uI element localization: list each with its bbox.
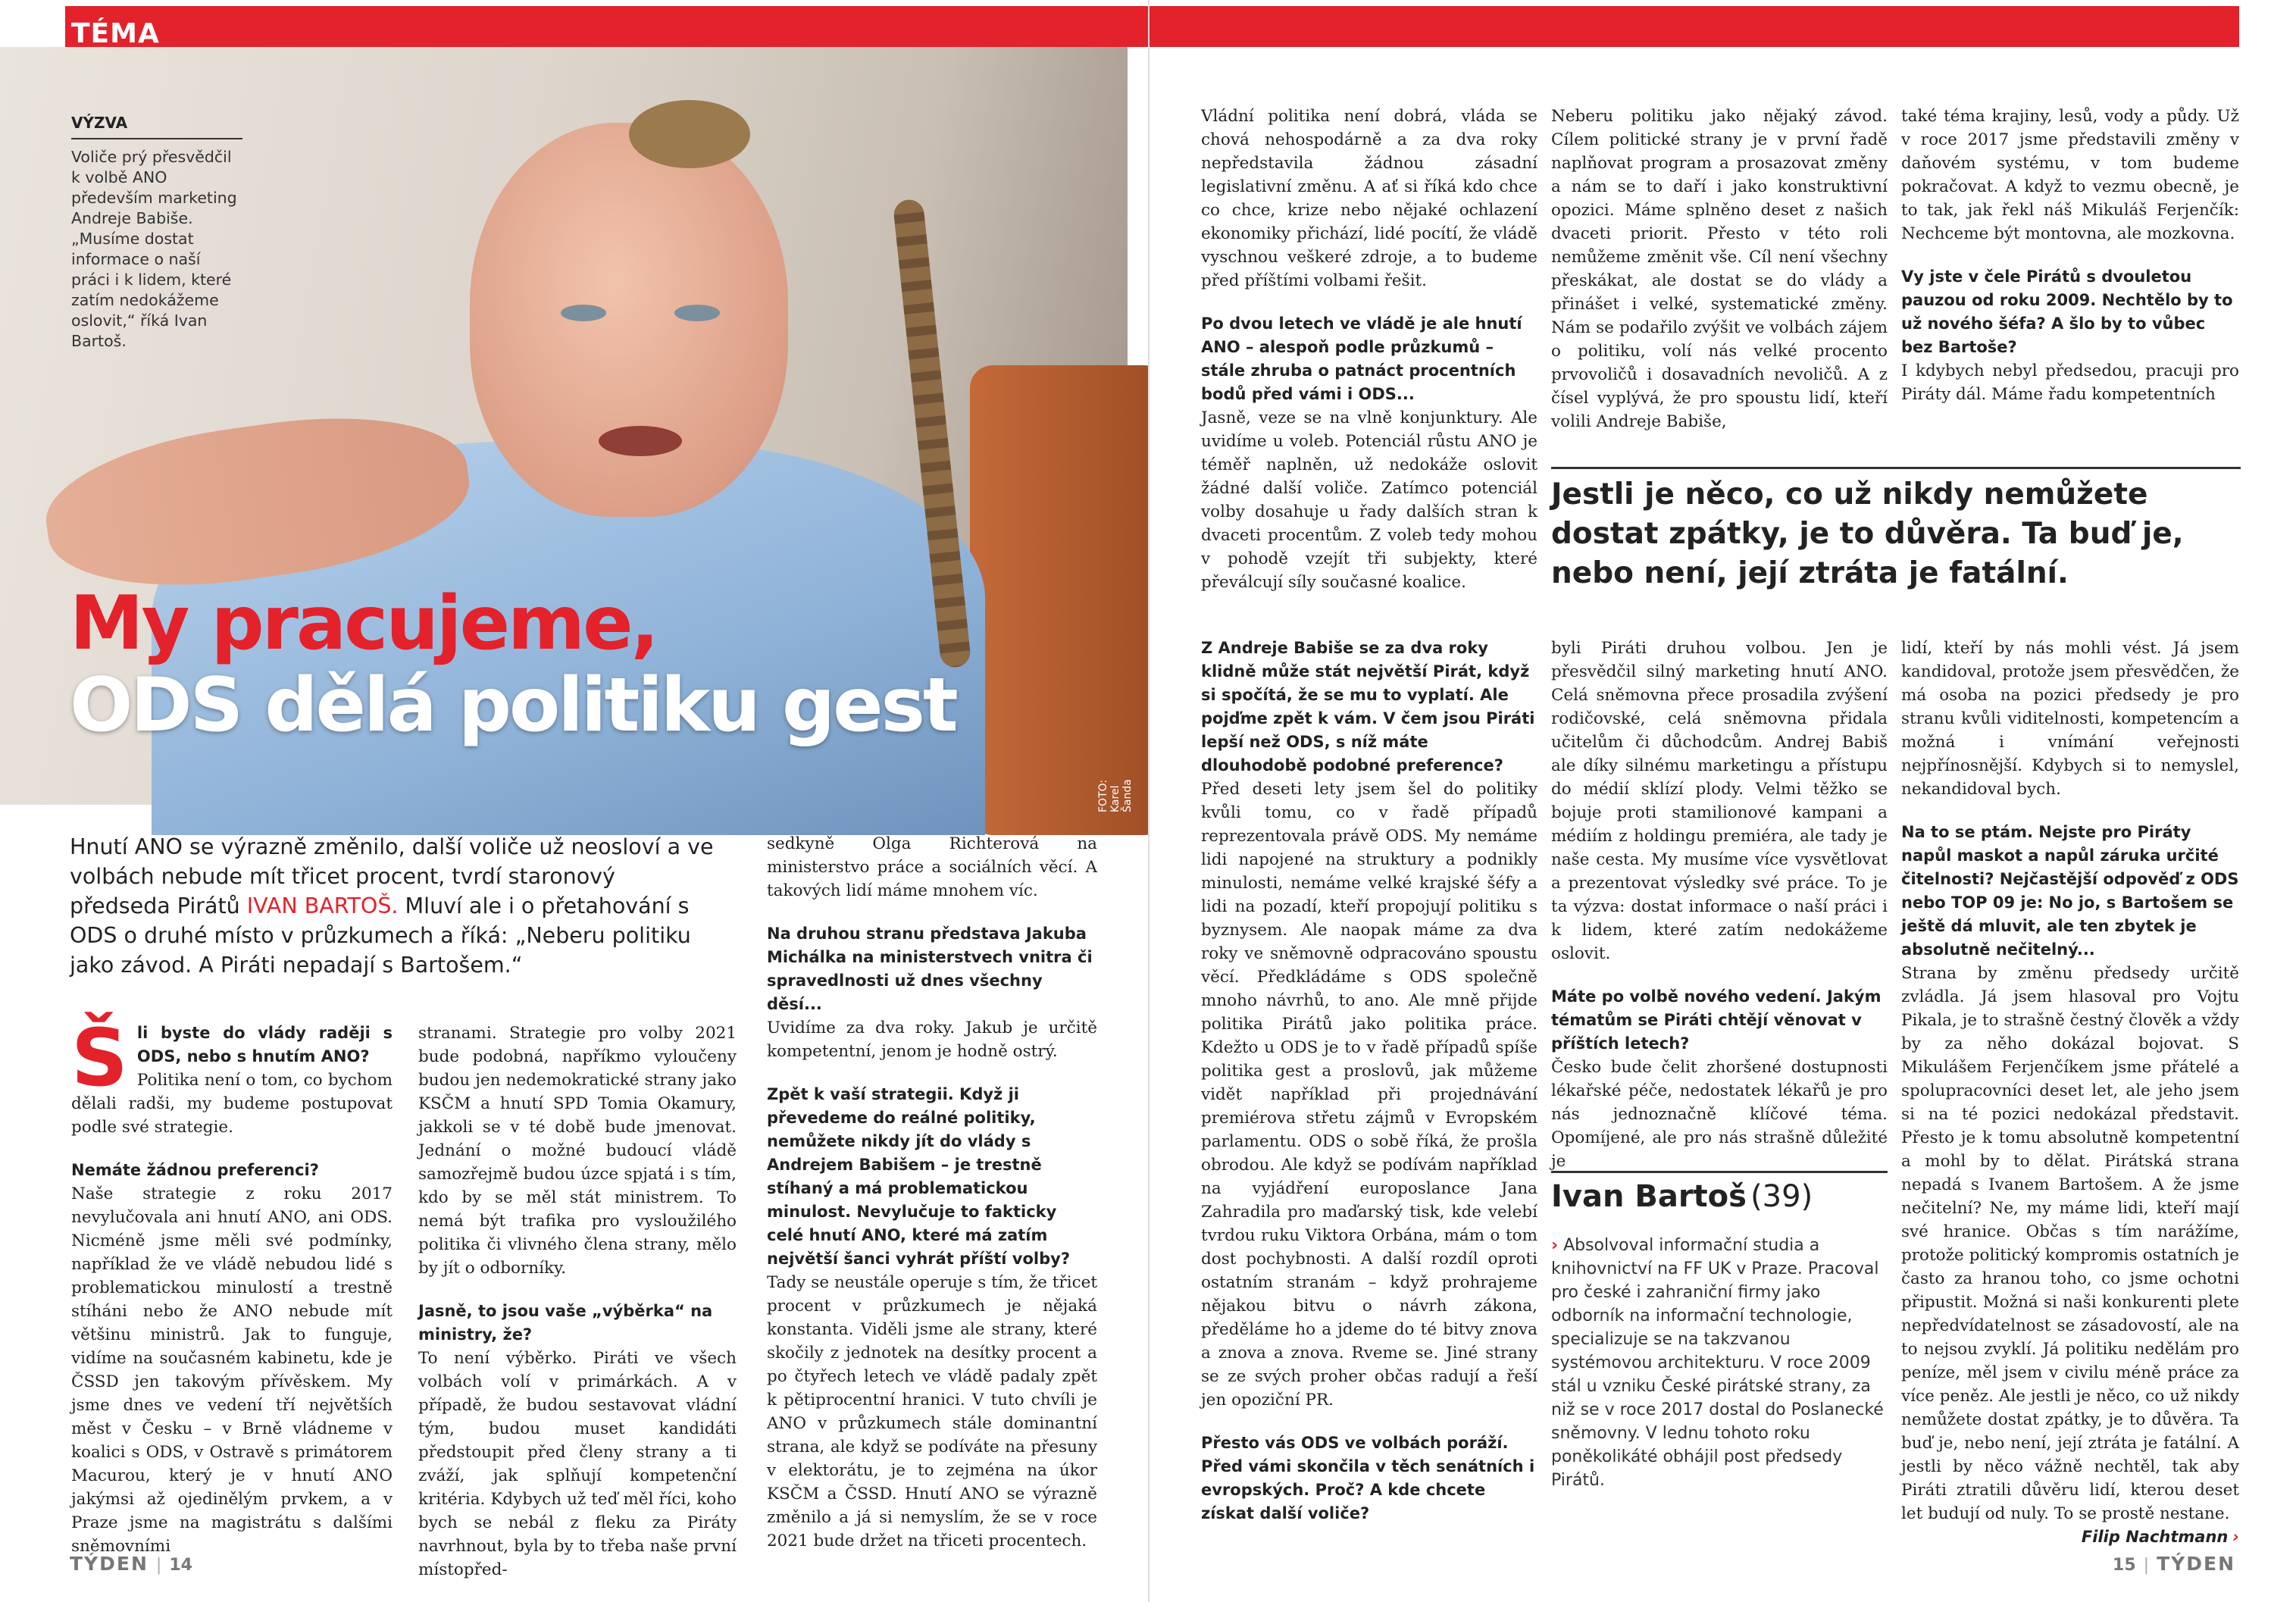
headline-line-2: ODS dělá politiku gest (70, 662, 956, 749)
footer-right: 15 | TÝDEN (2113, 1553, 2235, 1575)
answer: Česko bude čelit zhoršené dostupnosti lékařské péče, nedostatek lékařů je pro nás jednoznačně klíčové téma. Opomíjené, ale pro nás strašně důležité je (1551, 1058, 1888, 1171)
headline (70, 580, 956, 749)
right-page (1148, 0, 2296, 1602)
question: Nemáte žádnou preferenci? (71, 1161, 319, 1179)
answer: Tady se neustále operuje s tím, že třicet procent v průzkumech je nějaká konstanta. Viděli jsme ale strany, které skočily z jednotek na desítky procent a po čtyřech letech ve vládě padaly zpět k pětiprocentní hranici. V tuto chvíli je ANO v průzkumech stále dominantní strana, ale když se podíváte na přesuny v elektorátu, je to zejména na úkor KSČM a ČSSD. Hnutí ANO se výrazně změnilo a já si nemyslím, že se v roce 2021 bude držet na třiceti procentech. (767, 1273, 1097, 1550)
bio-heading (1551, 1179, 1888, 1214)
article-column-9 (1901, 637, 2239, 1549)
author-name: Filip Nachtmann (2081, 1528, 2229, 1546)
dropcap: Š (71, 1012, 128, 1104)
answer: také téma krajiny, lesů, vody a půdy. Už v roce 2017 jsme představili změny v daňovém systému, v tom budeme pokračovat. A když to vezmu obecně, je to tak, jak řekl náš Mikuláš Ferjenčík: Nechceme být montovna, ale mozkovna. (1901, 107, 2239, 243)
headline-line-1: My pracujeme, (70, 580, 657, 667)
answer: lidí, kteří by nás mohli vést. Já jsem kandidoval, protože jsem přesvědčen, že má osoba na pozici předsedy je pro stranu kvůli viditelnosti, kompetencím a možná i vnímání veřejnosti nejpřínosnější. Kdybych si to nemyslel, nekandidoval bych. (1901, 639, 2239, 799)
photo-mouth (599, 426, 682, 456)
bio-name: Ivan Bartoš (1551, 1179, 1747, 1214)
article-column-7 (1201, 637, 1537, 1525)
photo-eye-right (674, 305, 720, 321)
chevron-right-icon: › (2232, 1528, 2239, 1546)
answer: Naše strategie z roku 2017 nevylučovala ani hnutí ANO, ani ODS. Nicméně jsme měli své podmínky, například že ve vládě nebudou lidé s problematickou minulostí a trestně stíháni nebo že ANO nebude mít většinu ministrů. Jak to funguje, vidíme na současném kabinetu, kde je ČSSD jen takovým přívěskem. My jsme dnes ve vedení tří největších měst v Česku – v Brně vládneme v koalici s ODS, v Ostravě s primátorem Macurou, který je v hnutí ANO jakýmsi až ojedinělým prvkem, a v Praze jsme na magistrátu s dalšími sněmovními (71, 1184, 393, 1556)
lead-text-2: Mluví ale i o přetahování s ODS o druhé místo v průzkumech a říká: „Neberu politiku jako závod. A Piráti nepadají s Bartošem.“ (70, 893, 691, 978)
brand-logo: TÝDEN (2157, 1553, 2235, 1575)
question: Máte po volbě nového vedení. Jakým tématům se Piráti chtějí věnovat v příštích letech? (1551, 987, 1882, 1053)
answer: Uvidíme za dva roky. Jakub je určitě kompetentní, jenom je hodně ostrý. (767, 1018, 1097, 1061)
article-column-3 (767, 832, 1097, 1553)
question: Jasně, to jsou vaše „výběrka“ na ministry, že? (418, 1302, 713, 1344)
lead-paragraph (70, 832, 714, 980)
bio-text-block (1551, 1234, 1888, 1492)
answer: byli Piráti druhou volbou. Jen je přesvědčil silný marketing hnutí ANO. Celá sněmovna přece prosadila zvýšení rodičovské, celá sněmovna přidala učitelům či důchodcům. Andrej Babiš ale díky silnému marketingu a přístupu do médií sklízí plody. Velmi těžko se bojuje proti stamilionové kampani a médiím z holdingu premiéra, ale tady je naše cesta. My musíme více vysvětlovat a prezentovat výsledky své práce. To je ta výzva: dostat informace o naší práci i k lidem, které zatím nedokážeme oslovit. (1551, 639, 1888, 963)
section-bar (1150, 6, 2239, 47)
answer: stranami. Strategie pro volby 2021 bude podobná, napříkmo vyloučeny budou jen nedemokratické strany jako KSČM a hnutí SPD Tomia Okamury, jakkoli se v té době bude jmenovat. Jednání o možné budoucí vládě samozřejmě budou úzce spjatá i s tím, kdo by se měl stát ministrem. To nemá být trafika pro vysloužilého politika či vlivného člena strany, mělo by jít o odborníky. (418, 1024, 737, 1278)
photo-hair (629, 100, 750, 168)
answer: Vládní politika není dobrá, vláda se chová nehospodárně a za dva roky nepředstavila žádnou zásadní legislativní změnu. A ať si říká kdo chce co chce, krize nebo nějaké ochlazení ekonomiky přichází, lidé pocítí, že vládě vyschnou veškeré zdroje, a to budeme před příštími volbami řešit. (1201, 107, 1537, 290)
photo-credit: FOTO: Karel Šanda (1097, 779, 1134, 812)
article-column-1 (71, 1012, 393, 1558)
answer: Politika není o tom, co bychom dělali radši, my budeme postupovat podle své strategie. (71, 1071, 393, 1137)
article-column-5 (1551, 105, 1888, 433)
footer-left: TÝDEN | 14 (70, 1553, 192, 1575)
question: Na druhou stranu představa Jakuba Michálka na ministerstvech vnitra či spravedlnosti už dnes všechny děsí... (767, 925, 1093, 1013)
question: Po dvou letech ve vládě je ale hnutí ANO – alespoň podle průzkumů – stále zhruba o patnáct procentních bodů před vámi i ODS... (1201, 314, 1522, 403)
lead-name: IVAN BARTOŠ. (246, 893, 399, 918)
question: Zpět k vaší strategii. Když ji převedeme do reálné politiky, nemůžete nikdy jít do vlády s Andrejem Babišem – je trestně stíhaný a má problematickou minulost. Nevylučuje to fakticky celé hnutí ANO, které má zatím největší šanci vyhrát příští volby? (767, 1085, 1071, 1268)
answer: To není výběrko. Piráti ve všech volbách volí v primárkách. A v případě, že budou sestavovat vládní tým, budou muset kandidáti předstoupit před členy strany a ti zváží, jak splňují kompetenční kritéria. Kdybych už teď měl říci, koho bych se nebál z fleku za Piráty navrhnout, byla by to třeba naše první místopřed- (418, 1349, 737, 1579)
article-column-4 (1201, 105, 1537, 594)
question: li byste do vlády raději s ODS, nebo s hnutím ANO? (136, 1024, 393, 1065)
lead-text-1: Hnutí ANO se výrazně změnilo, další voliče už neosloví a ve volbách nebude mít třicet procent, tvrdí staronový předseda Pirátů (70, 834, 714, 918)
answer: sedkyně Olga Richterová na ministerstvo práce a sociálních věcí. A takových lidí máme mnohem víc. (767, 834, 1097, 900)
answer-text: Strana by změnu předsedy určitě zvládla. Já jsem hlasoval pro Vojtu Pikala, je to strašně čestný člověk a vždy by za něho dokázal bojovat. S Mikulášem Ferjenčíkem jsme přátelé a spolupracovníci deset let, ale jeho jsem si na té pozici nedokázal představit. Přesto je k tomu absolutně kompetentní a mohl by to dělat. Pirátská strana nepadá s Ivanem Bartošem. A že jsme nečitelní? Ne, my máme lidi, kteří mají své hranice. Občas s tím narážíme, protože politický kompromis ostatních je často za hranou toho, co jsme ochotni připustit. Možná si naši konkurenti plete nepředvídatelnost se zásadovostí, ale na to nejsou zvyklí. Já politiku nedělám pro peníze, měl jsem v civilu méně práce za více peněz. Ale jestli je něco, co už nikdy nemůžete dostat zpátky, je to důvěra. Ta buď je, nebo není, její ztráta je fatální. A jestli by něco vážně nechtěl, tak aby Piráti ztratili důvěru lidí, kterou deset let budují od nuly. To se prostě nestane. (1901, 964, 2239, 1523)
chevron-right-icon: › (1551, 1236, 1559, 1255)
answer: Neberu politiku jako nějaký závod. Cílem politické strany je v první řadě naplňovat program a prosazovat změny a nám se to daří i jako konstruktivní opozici. Máme splněno deset z našich dvaceti priorit. Přesto v této roli nemůžeme změnit vše. Cíl není všechny přeskákat, ale dostat se do vlády a přinášet i velké, systematické změny. Nám se podařilo zvýšit ve volbách zájem o politiku, volí nás velké procento prvovoličů i dosavadních nevoličů. A z čísel vyplývá, že pro spoustu lidí, kteří volili Andreje Babiše, (1551, 107, 1888, 431)
section-label: TÉMA (71, 18, 160, 49)
page-number: 14 (169, 1556, 192, 1575)
challenge-text: Voliče prý přesvědčil k volbě ANO především marketing Andreje Babiše. „Musíme dostat informace o naší práci i k lidem, které zatím nedokážeme oslovit,“ říká Ivan Bartoš. (71, 148, 237, 350)
challenge-box (71, 114, 242, 352)
article-column-6 (1901, 105, 2239, 406)
photo-head (470, 123, 788, 517)
answer: I kdybych nebyl předsedou, pracuji pro Piráty dál. Máme řadu kompetentních (1901, 361, 2239, 404)
answer: Před deseti lety jsem šel do politiky kvůli tomu, co v řadě případů reprezentovala právě ODS. My nemáme lidi napojené na struktury a podnikly minulosti, nemáme velké krajské šéfy a lidi na pozadí, kteří propojují politiku s byznysem. Ale naopak máme za dva roky ve sněmovně odpracováno spoustu věcí. Předkládáme s ODS společně mnoho návrhů, to ano. Ale mně přijde politika Pirátů jako politika práce. Kdežto u ODS je to v řadě případů spíše politika gest a proslovů, jak můžeme vidět například při projednávání premiérova střetu zájmů v Evropském parlamentu. ODS o sobě říká, že prošla obrodou. Ale když se podívám například na vyjádření europoslance Jana Zahradila pro maďarský tisk, kde velebí tvrdou ruku Viktora Orbána, mám o tom dost pochybnosti. A další rozdíl oproti ostatním stranám – když prohrajeme nějakou bitvu o návrh zákona, předěláme ho a jdeme do té bitvy znova a znova a znova. Rveme se. Jiné strany se ze svých proher občas radují a řeší jen opoziční PR. (1201, 780, 1537, 1410)
question: Vy jste v čele Pirátů s dvouletou pauzou od roku 2009. Nechtělo by to už nového šéfa? A šlo by to vůbec bez Bartoše? (1901, 268, 2233, 356)
photo-eye-left (561, 305, 606, 321)
pull-quote: Jestli je něco, co už nikdy nemůžete dostat zpátky, je to důvěra. Ta buď je, nebo není, její ztráta je fatální. (1551, 467, 2241, 593)
page-number: 15 (2113, 1556, 2136, 1575)
question: Z Andreje Babiše se za dva roky klidně může stát největší Pirát, když si spočítá, že se mu to vyplatí. Ale pojďme zpět k vám. V čem jsou Piráti lepší než ODS, s níž máte dlouhodobě podobné preference? (1201, 639, 1535, 774)
section-bar (65, 6, 1148, 47)
article-column-8 (1551, 637, 1888, 1173)
bio-age: (39) (1750, 1179, 1813, 1214)
challenge-label: VÝZVA (71, 114, 242, 139)
bio-box (1551, 1171, 1888, 1492)
photo-chair (970, 365, 1167, 835)
answer (1901, 962, 2239, 1546)
author-byline (2082, 1525, 2239, 1549)
question: Přesto vás ODS ve volbách poráží. Před vámi skončila v těch senátních i evropských. Proč? A kde chcete získat další voliče? (1201, 1434, 1535, 1522)
bio-text: Absolvoval informační studia a knihovnictví na FF UK v Praze. Pracoval pro české i zahraniční firmy jako odborník na informační technologie, specializuje se na takzvanou systémovou architekturu. V roce 2009 stál u vzniku České pirátské strany, za niž se v roce 2017 dostal do Poslanecké sněmovny. V lednu tohoto roku poněkolikáté obhájil post předsedy Pirátů. (1551, 1236, 1884, 1490)
answer: Jasně, veze se na vlně konjunktury. Ale uvidíme u voleb. Potenciál růstu ANO je téměř naplněn, už nedokáže oslovit žádné další voliče. Zatímco potenciál volby dosahuje u řady dalších stran k dvaceti procentům. Z voleb tedy mohou v pohodě vzejít tři subjekty, které převálcují síly současné koalice. (1201, 408, 1537, 592)
brand-logo: TÝDEN (70, 1553, 149, 1575)
article-column-2 (418, 1022, 737, 1582)
question: Na to se ptám. Nejste pro Piráty napůl maskot a napůl záruka určité čitelnosti? Nejčastější odpověď z ODS nebo TOP 09 je: No jo, s Bartošem se ještě dá mluvit, ale ten zbytek je absolutně nečitelný... (1901, 823, 2239, 959)
